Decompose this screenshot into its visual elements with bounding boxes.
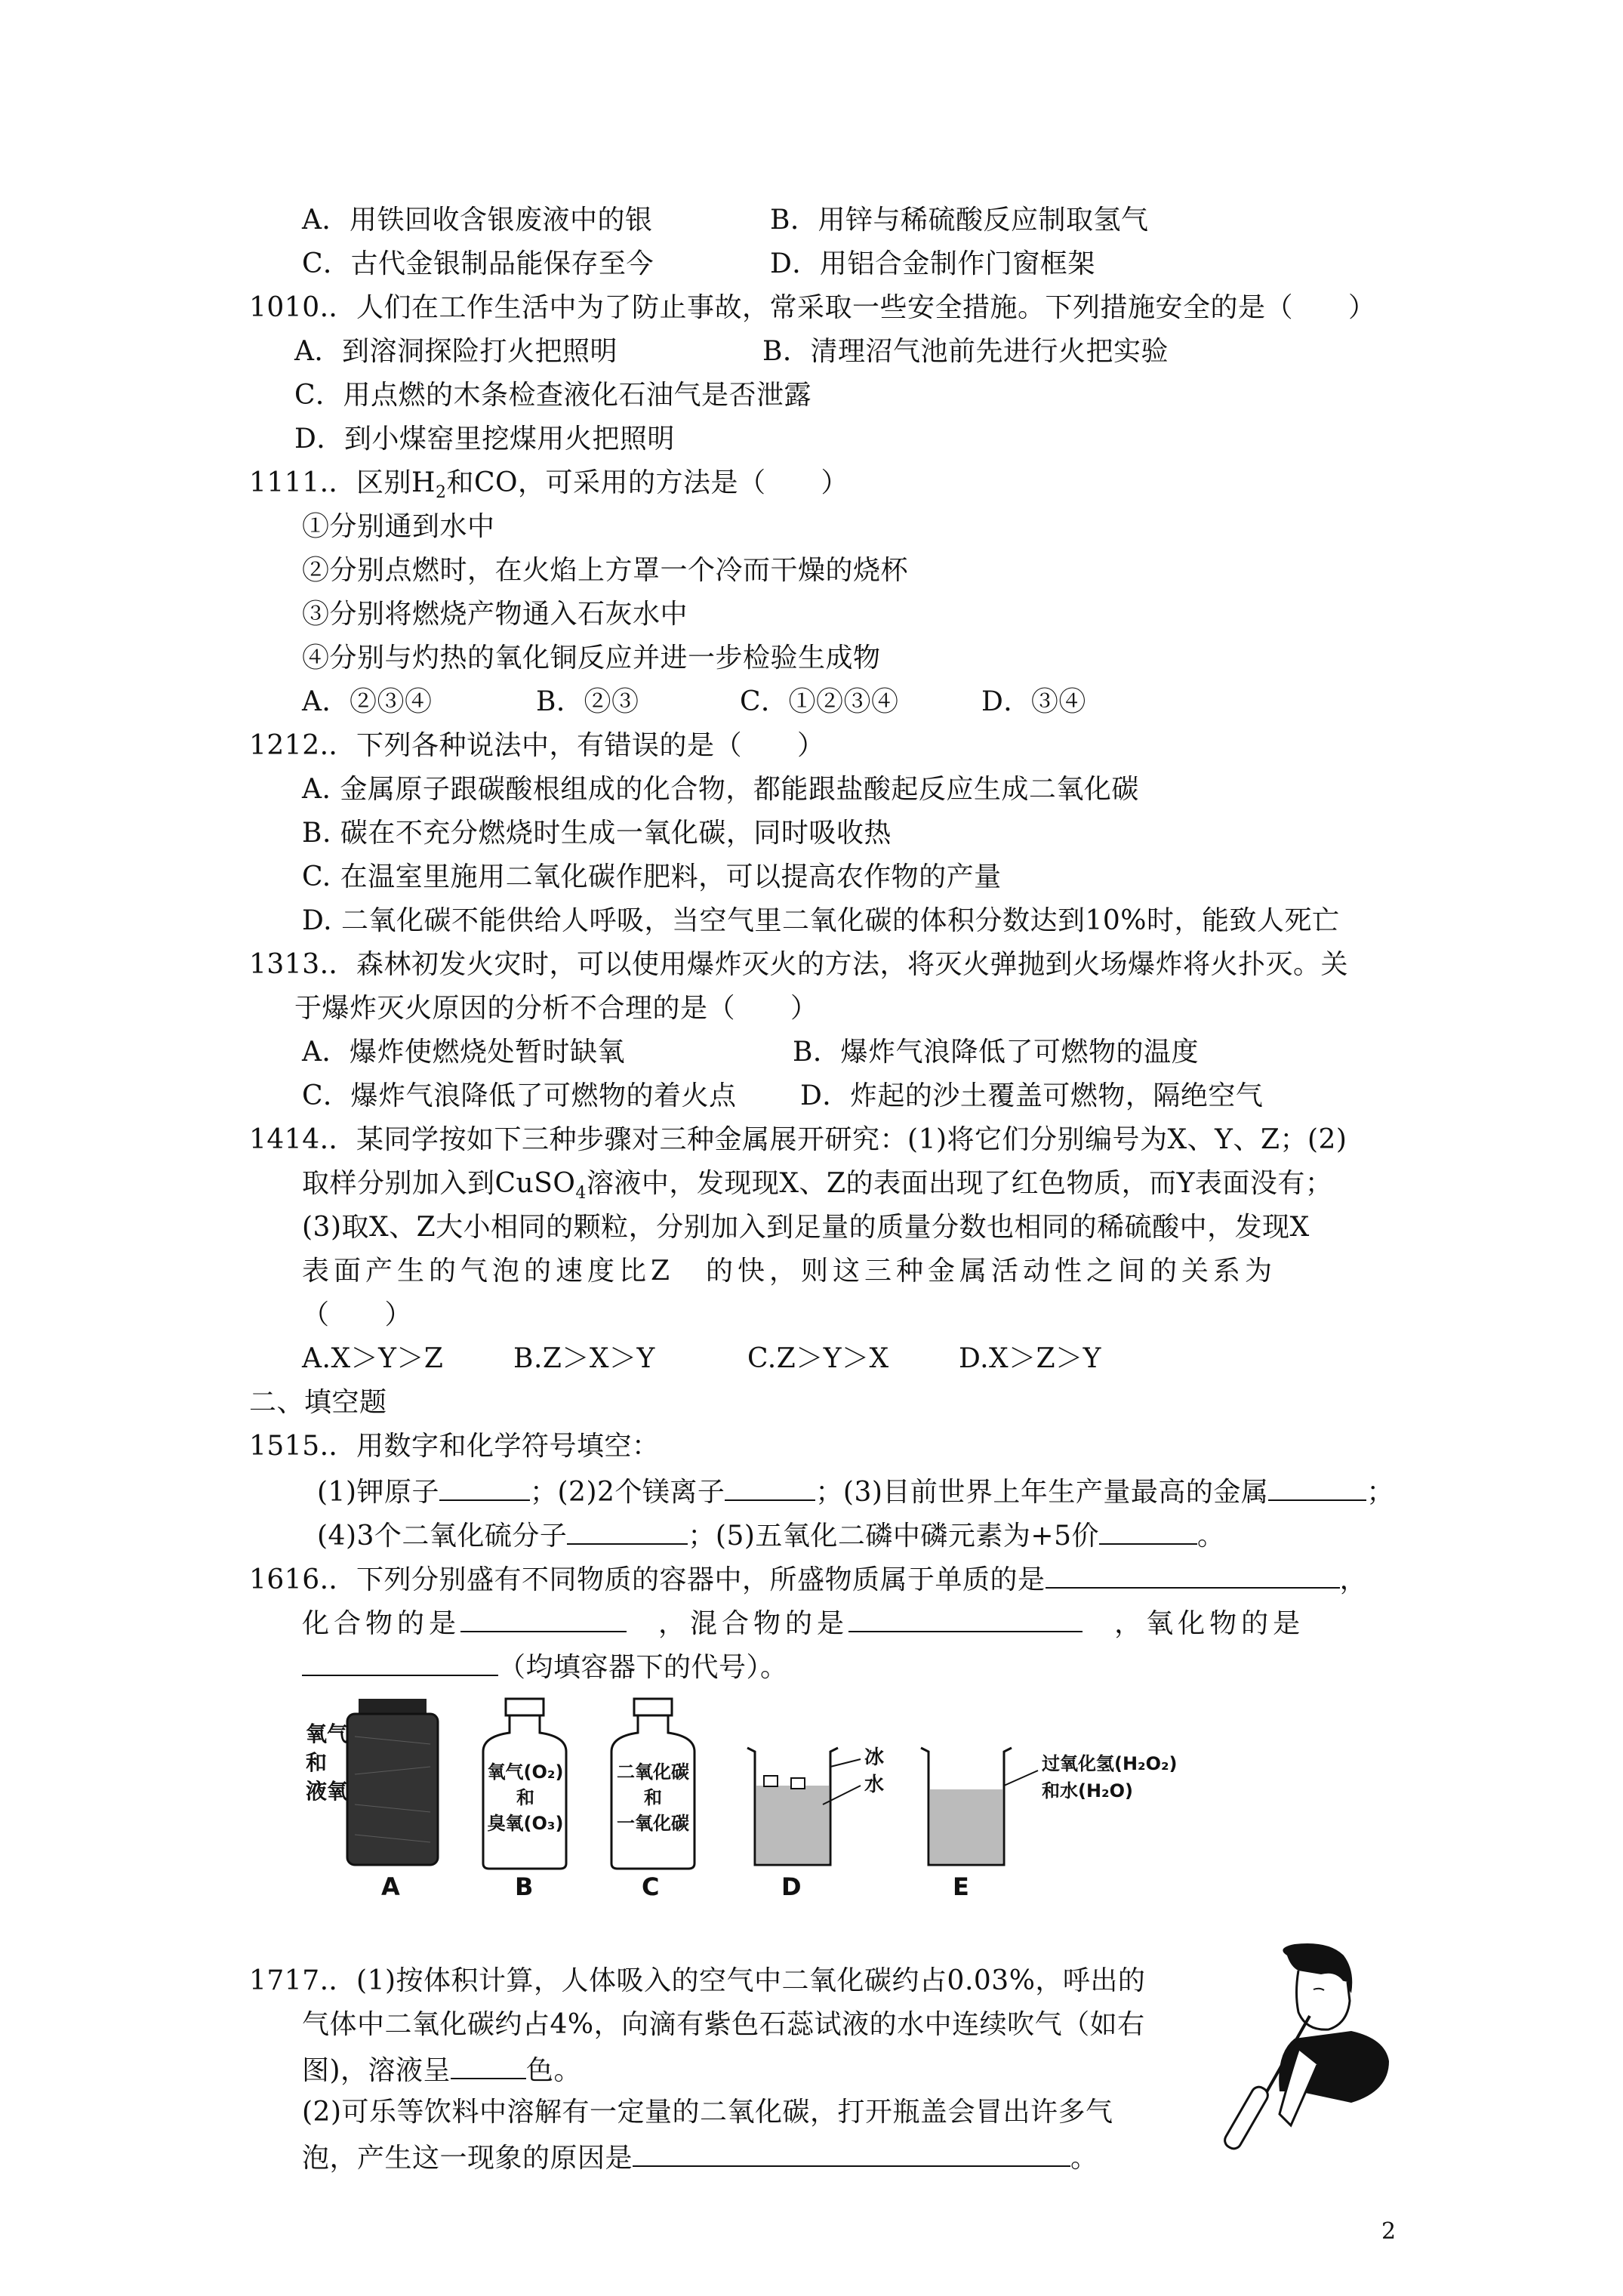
q14-line3: (3)取X、Z大小相同的颗粒，分别加入到足量的质量分数也相同的稀硫酸中，发现X	[302, 1212, 1310, 1243]
q13-option-a: A．爆炸使燃烧处暂时缺氧	[302, 1037, 625, 1068]
q10-option-b: B．清理沼气池前先进行火把实验	[762, 336, 1169, 367]
q17-line5-text: 泡，产生这一现象的原因是	[302, 2143, 633, 2174]
q11-option-b: B．②③	[536, 686, 639, 717]
q17-line3-text: 图)，溶液呈	[302, 2055, 451, 2086]
q16-compound-blank[interactable]	[460, 1604, 627, 1632]
q14-line2-subscript: 4	[575, 1184, 587, 1203]
beaker-e-code: E	[953, 1872, 969, 1901]
jar-a	[347, 1699, 438, 1865]
jar-a-label-line1: 氧气	[306, 1721, 349, 1746]
beaker-e	[921, 1748, 1038, 1865]
jar-b-stopper	[506, 1699, 544, 1715]
q17-line3	[302, 2051, 581, 2089]
q15-answer-blank-4[interactable]	[567, 1516, 688, 1545]
q9-option-b: B．用锌与稀硫酸反应制取氢气	[770, 205, 1149, 236]
q16-mixture-blank[interactable]	[848, 1604, 1083, 1632]
q15-answer-blank-3[interactable]	[1268, 1472, 1366, 1501]
q15-part4-label: (4)3个二氧化硫分子	[317, 1521, 568, 1552]
q16-containers-figure	[302, 1691, 1193, 1918]
q14-line5: （ ）	[302, 1299, 413, 1330]
q12-option-c: C. 在温室里施用二氧化碳作肥料，可以提高农作物的产量	[302, 861, 1002, 892]
jar-c-label-line3: 一氧化碳	[617, 1813, 689, 1834]
jar-a-label	[306, 1720, 348, 1806]
q13-option-b: B．爆炸气浪降低了可燃物的温度	[793, 1037, 1199, 1068]
q9-option-a: A．用铁回收含银废液中的银	[302, 205, 653, 236]
q16-stem-comma: ，	[1339, 1564, 1368, 1595]
q14-line1: 1414.．某同学按如下三种步骤对三种金属展开研究：(1)将它们分别编号为X、Y、Z；(2)	[249, 1124, 1347, 1155]
beaker-d-label-line2: 水	[864, 1774, 885, 1796]
q16-line2	[302, 1604, 1304, 1642]
q17-line2: 气体中二氧化碳约占4%，向滴有紫色石蕊试液的水中连续吹气（如右	[302, 2009, 1145, 2040]
q15-part2-label: ；(2)2个镁离子	[530, 1477, 725, 1508]
q16-stem	[249, 1560, 1367, 1598]
q15-row1-end: ；	[1366, 1477, 1394, 1508]
q11-option-c: C．①②③④	[740, 686, 899, 717]
q16-stem-text: 1616.．下列分别盛有不同物质的容器中，所盛物质属于单质的是	[249, 1564, 1046, 1595]
jar-a-label-line3: 液氧	[306, 1779, 349, 1804]
q17-line5	[302, 2138, 1098, 2177]
beaker-d-code: D	[781, 1872, 802, 1901]
beaker-e-liquid	[930, 1789, 1002, 1863]
q11-method-1: ①分别通到水中	[302, 511, 495, 542]
q14-line2	[302, 1166, 1332, 1202]
q10-option-d: D．到小煤窑里挖煤用火把照明	[294, 424, 675, 455]
q16-instruction: （均填容器下的代号）。	[498, 1652, 788, 1683]
q15-part5-label: ；(5)五氧化二磷中磷元素为+5价	[688, 1521, 1099, 1552]
q11-stem-pre: 1111.．区别H	[249, 467, 436, 498]
q15-stem: 1515.．用数字和化学符号填空：	[249, 1431, 660, 1462]
q13-option-c: C．爆炸气浪降低了可燃物的着火点	[302, 1080, 737, 1111]
beaker-d-label-line1: 冰	[864, 1746, 885, 1769]
q16-elements-blank[interactable]	[1046, 1560, 1340, 1589]
beaker-e-label-line2: 和水(H₂O)	[1042, 1780, 1133, 1801]
jar-c-label-line2: 和	[644, 1787, 662, 1808]
q10-option-a: A．到溶洞探险打火把照明	[294, 336, 617, 367]
q13-stem-line1: 1313.．森林初发火灾时，可以使用爆炸灭火的方法，将灭火弹抛到火场爆炸将火扑灭。关	[249, 949, 1349, 980]
q14-option-c: C.Z＞Y＞X	[747, 1343, 889, 1374]
q11-option-a: A．②③④	[302, 686, 433, 717]
q14-line4: 表面产生的气泡的速度比Z 的快，则这三种金属活动性之间的关系为	[302, 1256, 1277, 1287]
jar-c-code: C	[642, 1872, 660, 1901]
q17-color-blank[interactable]	[451, 2051, 526, 2079]
q15-row1	[317, 1472, 1394, 1511]
q12-option-a: A. 金属原子跟碳酸根组成的化合物，都能跟盐酸起反应生成二氧化碳	[302, 774, 1139, 805]
q11-stem-post: 和CO，可采用的方法是（ ）	[446, 467, 849, 498]
q16-mixture-label: ，混合物的是	[658, 1608, 849, 1639]
q11-method-4: ④分别与灼热的氧化铜反应并进一步检验生成物	[302, 643, 881, 673]
test-tube	[1223, 2085, 1270, 2152]
q14-option-a: A.X＞Y＞Z	[302, 1343, 444, 1374]
q15-answer-blank-2[interactable]	[725, 1472, 815, 1501]
q13-stem-line2: 于爆炸灭火原因的分析不合理的是（ ）	[294, 993, 818, 1024]
face-outline	[1297, 1971, 1350, 2029]
q15-part3-label: ；(3)目前世界上年生产量最高的金属	[815, 1477, 1269, 1508]
beaker-d-liquid	[756, 1786, 829, 1863]
q12-stem: 1212.．下列各种说法中，有错误的是（ ）	[249, 730, 825, 761]
beaker-d	[747, 1748, 861, 1865]
q9-option-d: D．用铝合金制作门窗框架	[770, 248, 1095, 279]
q12-option-d: D. 二氧化碳不能供给人呼吸，当空气里二氧化碳的体积分数达到10%时，能致人死亡	[302, 905, 1340, 936]
q17-line1: 1717.．(1)按体积计算，人体吸入的空气中二氧化碳约占0.03%，呼出的	[249, 1965, 1146, 1996]
q15-part1-label: (1)钾原子	[317, 1477, 439, 1508]
q14-line2-post: 溶液中，发现现X、Z的表面出现了红色物质，而Y表面没有；	[586, 1168, 1333, 1199]
beaker-e-label	[1042, 1750, 1177, 1804]
jar-b-label-line3: 臭氧(O₃)	[487, 1813, 564, 1834]
q15-answer-blank-5[interactable]	[1099, 1516, 1197, 1545]
jar-a-code: A	[381, 1872, 400, 1901]
jar-a-label-line2: 和	[306, 1750, 328, 1775]
page-number: 2	[1381, 2218, 1397, 2245]
section-heading-fill-in: 二、填空题	[249, 1387, 387, 1418]
q16-line3	[302, 1647, 788, 1686]
q17-line4: (2)可乐等饮料中溶解有一定量的二氧化碳，打开瓶盖会冒出许多气	[302, 2097, 1113, 2128]
q11-stem-subscript: 2	[435, 483, 447, 503]
q16-oxide-blank[interactable]	[302, 1647, 498, 1676]
beaker-e-label-line1: 过氧化氢(H₂O₂)	[1042, 1753, 1178, 1774]
q15-answer-blank-1[interactable]	[439, 1472, 530, 1501]
q17-reason-blank[interactable]	[633, 2138, 1070, 2167]
q12-option-b: B. 碳在不充分燃烧时生成一氧化碳，同时吸收热	[302, 818, 892, 849]
q11-method-3: ③分别将燃烧产物通入石灰水中	[302, 599, 688, 630]
q13-option-d: D．炸起的沙土覆盖可燃物，隔绝空气	[800, 1080, 1264, 1111]
jar-b-label	[485, 1759, 566, 1836]
jar-b-label-line2: 和	[516, 1787, 534, 1808]
q11-stem	[249, 465, 848, 501]
boy-blowing-illustration	[1223, 1940, 1404, 2174]
q10-option-c: C．用点燃的木条检查液化石油气是否泄露	[294, 380, 812, 411]
q17-line3-end: 色。	[526, 2055, 582, 2086]
q16-oxide-label: ，氧化物的是	[1114, 1608, 1305, 1639]
jar-b-code: B	[515, 1872, 534, 1901]
q14-line2-pre: 取样分别加入到CuSO	[302, 1168, 576, 1199]
jar-c-label	[611, 1759, 694, 1836]
q16-compound-label: 化合物的是	[302, 1608, 461, 1639]
jar-c-label-line1: 二氧化碳	[617, 1761, 689, 1783]
q11-option-d: D．③④	[981, 686, 1086, 717]
q11-method-2: ②分别点燃时，在火焰上方罩一个冷而干燥的烧杯	[302, 555, 909, 586]
q14-option-b: B.Z＞X＞Y	[513, 1343, 655, 1374]
q9-option-c: C．古代金银制品能保存至今	[302, 248, 654, 279]
q15-row2-end: 。	[1196, 1521, 1225, 1552]
q17-line5-end: 。	[1070, 2143, 1098, 2174]
q10-stem: 1010.．人们在工作生活中为了防止事故，常采取一些安全措施。下列措施安全的是（ ）	[249, 292, 1376, 323]
jar-a-body	[347, 1714, 438, 1865]
jar-b-label-line1: 氧气(O₂)	[487, 1761, 564, 1783]
beaker-d-label	[864, 1744, 884, 1798]
q15-row2	[317, 1516, 1225, 1555]
q14-option-d: D.X＞Z＞Y	[959, 1343, 1101, 1374]
jar-c-stopper	[634, 1699, 672, 1715]
